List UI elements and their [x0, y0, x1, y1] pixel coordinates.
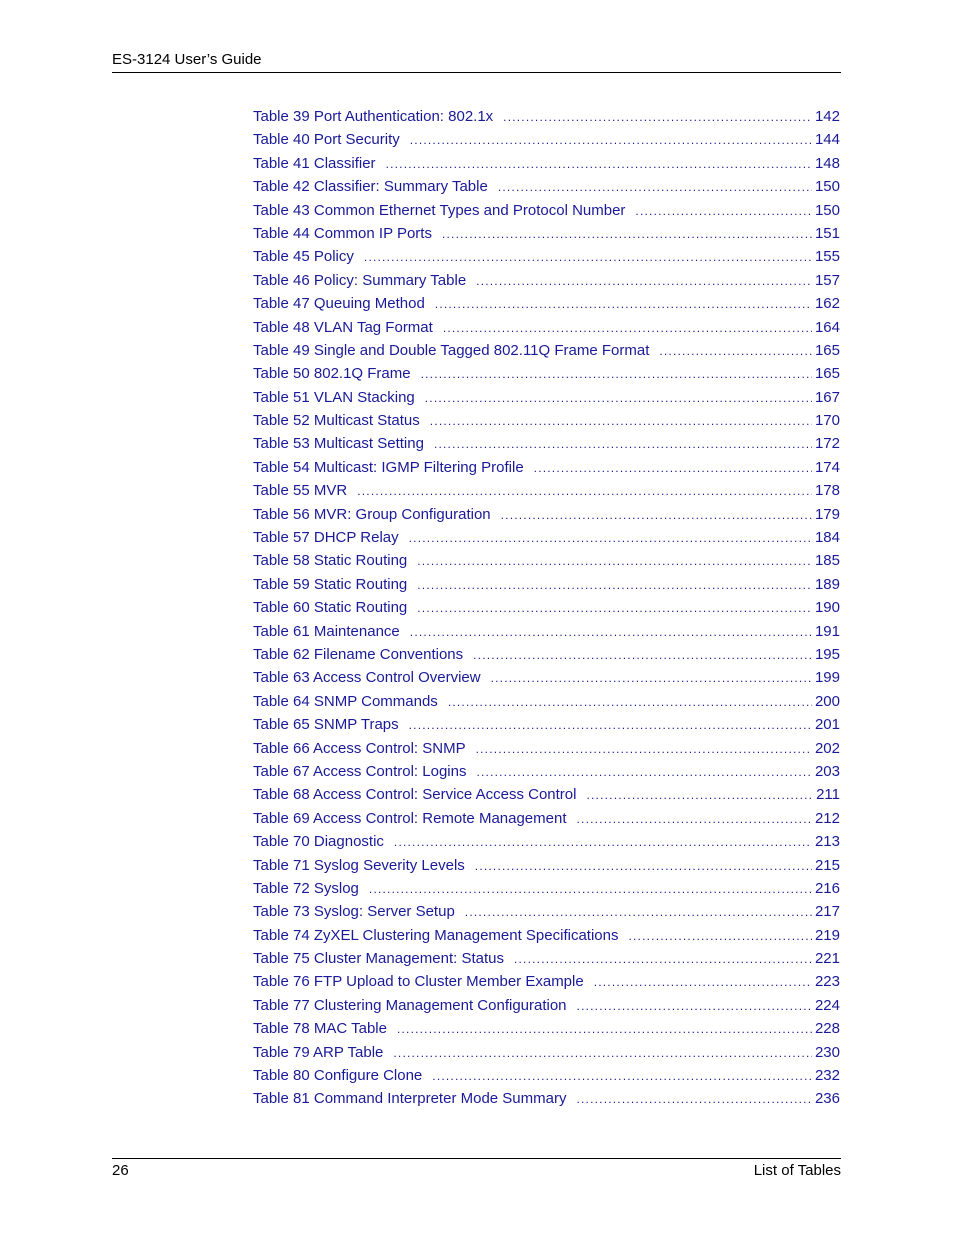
toc-entry-title[interactable]: Table 50 802.1Q Frame	[253, 365, 411, 383]
toc-entry-title[interactable]: Table 61 Maintenance	[253, 622, 400, 640]
toc-entry-page[interactable]: 148	[814, 154, 840, 172]
dot-leader	[586, 784, 813, 807]
toc-entry[interactable]	[253, 783, 840, 806]
dot-leader	[409, 714, 812, 737]
toc-entry[interactable]	[253, 666, 840, 689]
dot-leader	[357, 480, 812, 503]
toc-entry-title[interactable]: Table 66 Access Control: SNMP	[253, 739, 466, 757]
dot-leader	[473, 644, 812, 667]
toc-entry-title[interactable]: Table 77 Clustering Management Configuration	[253, 996, 567, 1014]
dot-leader	[417, 574, 812, 597]
toc-entry-page[interactable]: 167	[814, 388, 840, 406]
dot-leader	[476, 270, 812, 293]
dot-leader	[476, 738, 812, 761]
dot-leader	[386, 153, 812, 176]
dot-leader	[491, 667, 812, 690]
toc-entry-title[interactable]: Table 73 Syslog: Server Setup	[253, 903, 455, 921]
toc-entry-title[interactable]: Table 60 Static Routing	[253, 599, 408, 617]
toc-entry[interactable]	[253, 1017, 840, 1040]
dot-leader	[465, 901, 812, 924]
toc-entry-page[interactable]: 211	[816, 786, 840, 804]
toc-entry[interactable]	[253, 432, 840, 455]
toc-entry-title[interactable]: Table 69 Access Control: Remote Management	[253, 809, 567, 827]
toc-entry-title[interactable]: Table 80 Configure Clone	[253, 1067, 423, 1085]
toc-entry[interactable]	[253, 269, 840, 292]
dot-leader	[476, 761, 812, 784]
toc-entry[interactable]	[253, 760, 840, 783]
dot-leader	[394, 831, 812, 854]
toc-entry-title[interactable]: Table 68 Access Control: Service Access Control	[253, 786, 577, 804]
toc-entry-title[interactable]: Table 67 Access Control: Logins	[253, 762, 467, 780]
dot-leader	[417, 550, 812, 573]
toc-entry-page[interactable]: 224	[814, 996, 840, 1014]
toc-entry-title[interactable]: Table 81 Command Interpreter Mode Summary	[253, 1090, 567, 1108]
toc-entry[interactable]	[253, 549, 840, 572]
toc-entry[interactable]	[253, 245, 840, 268]
toc-entry[interactable]	[253, 713, 840, 736]
toc-entry-title[interactable]: Table 76 FTP Upload to Cluster Member Example	[253, 973, 584, 991]
toc-entry-page[interactable]: 228	[814, 1020, 840, 1038]
dot-leader	[434, 433, 812, 456]
toc-entry-page[interactable]: 236	[814, 1090, 840, 1108]
toc-entry-page[interactable]: 174	[814, 458, 840, 476]
toc-entry[interactable]	[253, 690, 840, 713]
toc-entry-title[interactable]: Table 78 MAC Table	[253, 1020, 387, 1038]
toc-entry[interactable]	[253, 316, 840, 339]
dot-leader	[397, 1018, 812, 1041]
dot-leader	[503, 106, 812, 129]
toc-entry-page[interactable]: 179	[814, 505, 840, 523]
toc-entry-title[interactable]: Table 58 Static Routing	[253, 552, 408, 570]
toc-entry[interactable]	[253, 152, 840, 175]
toc-entry[interactable]	[253, 900, 840, 923]
dot-leader	[410, 129, 812, 152]
toc-entry[interactable]	[253, 1041, 840, 1064]
toc-entry-page[interactable]: 232	[814, 1067, 840, 1085]
toc-entry-title[interactable]: Table 39 Port Authentication: 802.1x	[253, 108, 494, 125]
toc-entry-page[interactable]: 203	[814, 762, 840, 780]
toc-entry-page[interactable]: 157	[814, 271, 840, 289]
toc-entry-title[interactable]: Table 43 Common Ethernet Types and Protocol Number	[253, 201, 626, 219]
dot-leader	[393, 1042, 812, 1065]
toc-entry-title[interactable]: Table 57 DHCP Relay	[253, 529, 399, 547]
toc-entry-page[interactable]: 200	[814, 692, 840, 710]
toc-entry-title[interactable]: Table 45 Policy	[253, 248, 354, 266]
dot-leader	[534, 457, 812, 480]
dot-leader	[442, 223, 812, 246]
toc-entry[interactable]	[253, 199, 840, 222]
toc-entry-page[interactable]: 150	[814, 201, 840, 219]
toc-entry-title[interactable]: Table 79 ARP Table	[253, 1043, 384, 1061]
toc-entry-title[interactable]: Table 65 SNMP Traps	[253, 716, 399, 734]
toc-entry-page[interactable]: 189	[814, 575, 840, 593]
toc-entry[interactable]	[253, 105, 840, 128]
guide-title: ES-3124 User’s Guide	[112, 51, 262, 68]
toc-entry[interactable]	[253, 456, 840, 479]
dot-leader	[417, 597, 812, 620]
toc-entry-page[interactable]: 201	[814, 716, 840, 734]
toc-entry[interactable]	[253, 643, 840, 666]
toc-entry-page[interactable]: 195	[814, 645, 840, 663]
toc-entry[interactable]	[253, 526, 840, 549]
toc-entry[interactable]	[253, 362, 840, 385]
toc-entry[interactable]	[253, 292, 840, 315]
toc-entry-page[interactable]: 165	[814, 341, 840, 359]
toc-entry-page[interactable]: 213	[814, 833, 840, 851]
dot-leader	[409, 527, 812, 550]
list-of-tables	[253, 105, 840, 1111]
toc-entry-title[interactable]: Table 41 Classifier	[253, 154, 376, 172]
toc-entry-title[interactable]: Table 53 Multicast Setting	[253, 435, 424, 453]
toc-entry-page[interactable]: 155	[814, 248, 840, 266]
toc-entry-page[interactable]: 216	[814, 879, 840, 897]
dot-leader	[635, 200, 812, 223]
dot-leader	[421, 363, 812, 386]
toc-entry-page[interactable]: 202	[814, 739, 840, 757]
toc-entry-page[interactable]: 219	[814, 926, 840, 944]
toc-entry[interactable]	[253, 479, 840, 502]
toc-entry-title[interactable]: Table 47 Queuing Method	[253, 295, 425, 313]
toc-entry[interactable]	[253, 947, 840, 970]
toc-entry-page[interactable]: 230	[814, 1043, 840, 1061]
toc-entry-title[interactable]: Table 62 Filename Conventions	[253, 645, 464, 663]
section-name: List of Tables	[753, 1162, 841, 1179]
toc-entry-page[interactable]: 199	[814, 669, 840, 687]
dot-leader	[410, 621, 812, 644]
toc-entry[interactable]	[253, 1064, 840, 1087]
toc-entry[interactable]	[253, 222, 840, 245]
toc-entry-title[interactable]: Table 42 Classifier: Summary Table	[253, 178, 488, 196]
toc-entry-title[interactable]: Table 70 Diagnostic	[253, 833, 384, 851]
toc-entry-title[interactable]: Table 44 Common IP Ports	[253, 224, 432, 242]
dot-leader	[443, 317, 812, 340]
toc-entry-page[interactable]: 223	[814, 973, 840, 991]
toc-entry-page[interactable]: 151	[814, 224, 840, 242]
toc-entry[interactable]	[253, 339, 840, 362]
toc-entry[interactable]	[253, 737, 840, 760]
toc-entry-title[interactable]: Table 51 VLAN Stacking	[253, 388, 415, 406]
dot-leader	[435, 293, 812, 316]
dot-leader	[448, 691, 812, 714]
toc-entry-page[interactable]: 184	[814, 529, 840, 547]
dot-leader	[364, 246, 812, 269]
toc-entry-page[interactable]: 165	[814, 365, 840, 383]
dot-leader	[577, 808, 812, 831]
toc-entry-page[interactable]: 215	[814, 856, 840, 874]
dot-leader	[432, 1065, 812, 1088]
toc-entry[interactable]	[253, 924, 840, 947]
toc-entry-page[interactable]: 178	[814, 482, 840, 500]
toc-entry[interactable]	[253, 877, 840, 900]
toc-entry-title[interactable]: Table 48 VLAN Tag Format	[253, 318, 433, 336]
toc-entry-page[interactable]: 162	[814, 295, 840, 313]
toc-entry-page[interactable]: 164	[814, 318, 840, 336]
toc-entry-title[interactable]: Table 40 Port Security	[253, 131, 400, 149]
toc-entry-title[interactable]: Table 46 Policy: Summary Table	[253, 271, 467, 289]
toc-entry-page[interactable]: 191	[814, 622, 840, 640]
toc-entry-title[interactable]: Table 54 Multicast: IGMP Filtering Profile	[253, 458, 524, 476]
toc-entry-page[interactable]: 170	[814, 412, 840, 430]
dot-leader	[501, 504, 812, 527]
dot-leader	[576, 1088, 811, 1111]
toc-entry-title[interactable]: Table 56 MVR: Group Configuration	[253, 505, 491, 523]
toc-entry-title[interactable]: Table 75 Cluster Management: Status	[253, 950, 504, 968]
toc-entry-page[interactable]: 150	[814, 178, 840, 196]
toc-entry-title[interactable]: Table 63 Access Control Overview	[253, 669, 481, 687]
toc-entry-page[interactable]: 221	[814, 950, 840, 968]
toc-entry[interactable]	[253, 854, 840, 877]
toc-entry[interactable]	[253, 807, 840, 830]
toc-entry-page[interactable]: 217	[814, 903, 840, 921]
toc-entry[interactable]	[253, 503, 840, 526]
dot-leader	[577, 995, 812, 1018]
dot-leader	[498, 176, 812, 199]
toc-entry[interactable]	[253, 386, 840, 409]
toc-entry-title[interactable]: Table 59 Static Routing	[253, 575, 408, 593]
toc-entry-page[interactable]: 142	[814, 108, 840, 125]
toc-entry-title[interactable]: Table 74 ZyXEL Clustering Management Specifications	[253, 926, 619, 944]
toc-entry-page[interactable]: 190	[814, 599, 840, 617]
toc-entry-title[interactable]: Table 71 Syslog Severity Levels	[253, 856, 465, 874]
toc-entry[interactable]	[253, 409, 840, 432]
toc-entry[interactable]	[253, 1087, 840, 1110]
dot-leader	[659, 340, 812, 363]
dot-leader	[628, 925, 811, 948]
toc-entry-title[interactable]: Table 49 Single and Double Tagged 802.11Q Frame Format	[253, 341, 650, 359]
toc-entry-title[interactable]: Table 72 Syslog	[253, 879, 359, 897]
toc-entry-page[interactable]: 172	[814, 435, 840, 453]
dot-leader	[514, 948, 812, 971]
toc-entry[interactable]	[253, 620, 840, 643]
dot-leader	[475, 855, 812, 878]
toc-entry[interactable]	[253, 175, 840, 198]
toc-entry-title[interactable]: Table 64 SNMP Commands	[253, 692, 438, 710]
toc-entry-title[interactable]: Table 55 MVR	[253, 482, 348, 500]
toc-entry-page[interactable]: 212	[814, 809, 840, 827]
toc-entry[interactable]	[253, 970, 840, 993]
toc-entry[interactable]	[253, 128, 840, 151]
toc-entry-title[interactable]: Table 52 Multicast Status	[253, 412, 420, 430]
toc-entry-page[interactable]: 185	[814, 552, 840, 570]
dot-leader	[430, 410, 812, 433]
toc-entry[interactable]	[253, 596, 840, 619]
dot-leader	[369, 878, 812, 901]
page-footer	[112, 1158, 841, 1180]
toc-entry[interactable]	[253, 994, 840, 1017]
toc-entry[interactable]	[253, 830, 840, 853]
page-header	[112, 51, 841, 73]
dot-leader	[594, 971, 812, 994]
page-number: 26	[112, 1162, 129, 1179]
toc-entry-page[interactable]: 144	[814, 131, 840, 149]
toc-entry[interactable]	[253, 573, 840, 596]
dot-leader	[425, 387, 812, 410]
